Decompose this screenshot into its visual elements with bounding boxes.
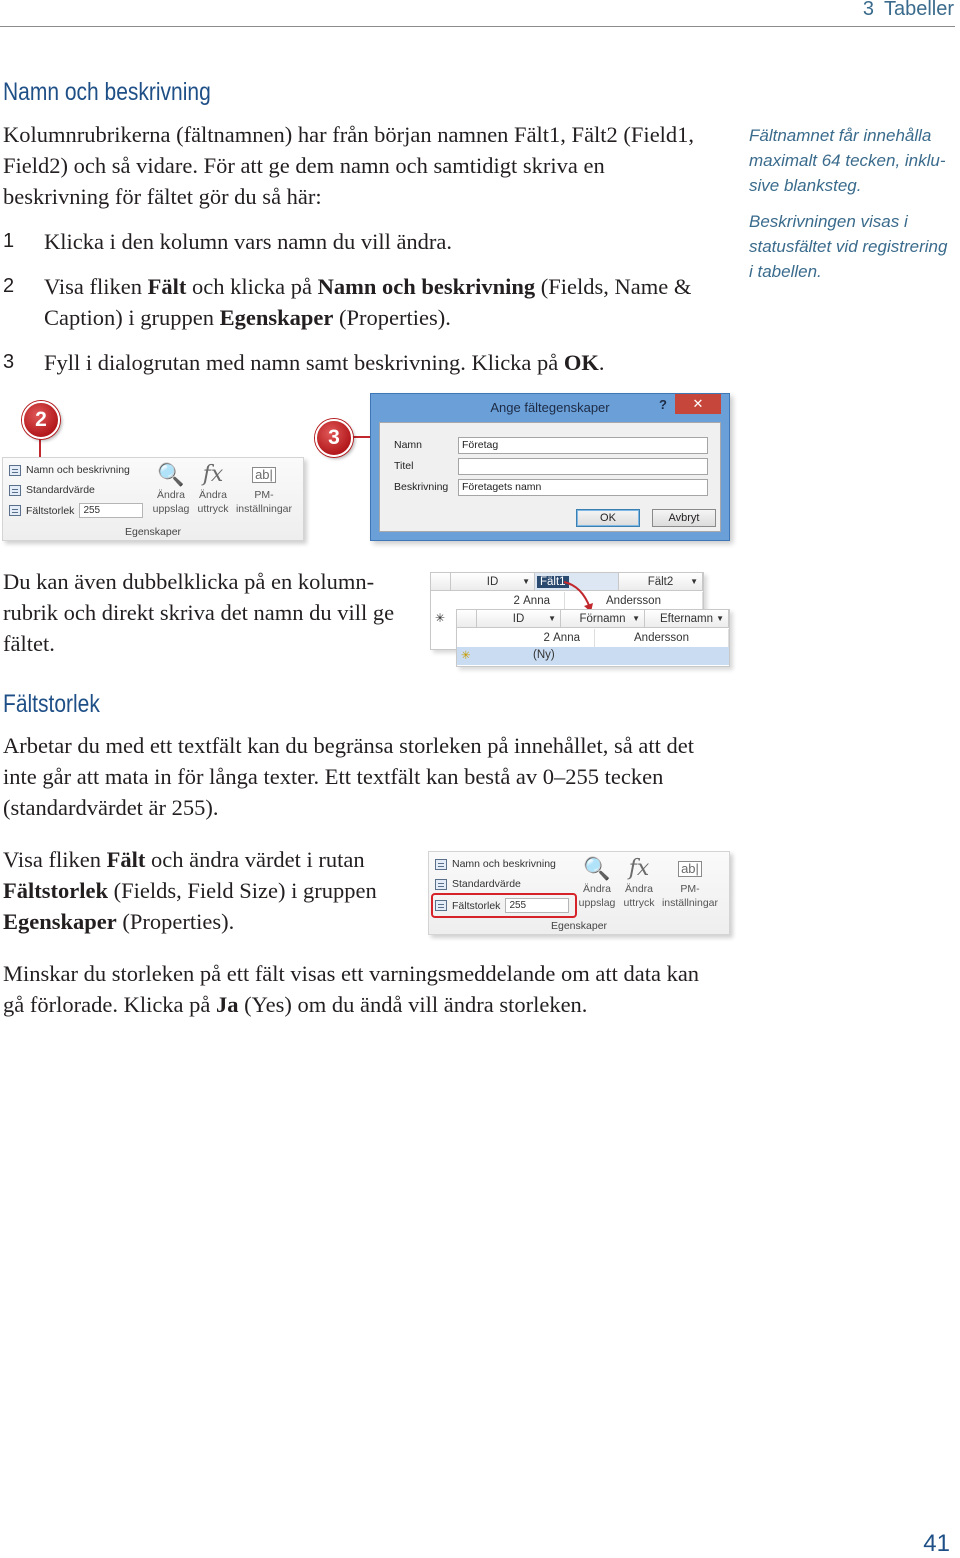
help-button[interactable]: ? bbox=[659, 397, 667, 412]
cell-id[interactable]: 2 Anna bbox=[477, 629, 595, 647]
chapter-number: 3 bbox=[862, 0, 874, 20]
dialog-body bbox=[379, 422, 721, 532]
description-label: Beskrivning bbox=[394, 481, 449, 493]
caption-label: Titel bbox=[394, 460, 414, 472]
field-size-input[interactable]: 255 bbox=[505, 898, 569, 913]
column-header-id[interactable]: ID ▼ bbox=[477, 610, 561, 628]
callout-step-3: 3 bbox=[315, 419, 353, 457]
step-text: Fyll i dialogrutan med namn samt beskrivning. Klicka på OK. bbox=[44, 350, 605, 375]
name-caption-label: Namn och beskrivning bbox=[26, 464, 130, 476]
default-value-button[interactable] bbox=[435, 878, 521, 890]
callout-step-2: 2 bbox=[22, 401, 60, 439]
dialog-title: Ange fältegenskaper bbox=[490, 400, 610, 415]
memo-settings-button[interactable]: ab| PM- inställningar bbox=[661, 861, 719, 909]
ribbon-group-properties bbox=[2, 457, 304, 541]
group-label: Egenskaper bbox=[551, 920, 608, 932]
step-1 bbox=[3, 226, 703, 257]
step-text: Klicka i den kolumn vars namn du vill ändra. bbox=[44, 229, 453, 254]
modify-expression-button[interactable]: fx Ändra uttryck bbox=[619, 856, 659, 910]
row-selector-header bbox=[457, 610, 477, 628]
fx-icon: fx bbox=[202, 462, 224, 487]
cell-lastname[interactable]: Andersson bbox=[595, 629, 729, 647]
field-size-icon bbox=[435, 900, 447, 911]
textbox-icon: ab| bbox=[252, 467, 276, 483]
cell-id[interactable]: 2 Anna bbox=[451, 592, 565, 610]
field-size-label: Fältstorlek bbox=[452, 899, 501, 912]
margin-note-field-name-length: Fältnamnet får innehålla maximalt 64 tecken, inklu-sive blanksteg. bbox=[749, 126, 946, 195]
modify-lookups-button[interactable]: 🔍 Ändra uppslag bbox=[575, 856, 619, 910]
name-caption-button[interactable] bbox=[435, 858, 556, 870]
default-value-label: Standardvärde bbox=[452, 878, 521, 890]
step-3 bbox=[3, 347, 703, 378]
field-size-icon bbox=[9, 505, 21, 516]
default-value-icon bbox=[9, 485, 21, 496]
section-heading-name: Namn och beskrivning bbox=[3, 78, 211, 106]
column-header-field2[interactable]: Fält2 ▼ bbox=[619, 573, 703, 591]
row-selector-header bbox=[431, 573, 451, 591]
ok-button[interactable]: OK bbox=[576, 509, 640, 527]
new-record-row[interactable] bbox=[457, 647, 729, 665]
datasheet-after bbox=[456, 609, 730, 667]
field-size-label: Fältstorlek bbox=[26, 504, 75, 517]
field-size-paragraph: Arbetar du med ett textfält kan du begränsa storleken på innehållet, så att det inte går att mata in för långa texter. Ett textfält kan bestå av 0–255 tecken (standardvärdet är 255). bbox=[3, 733, 694, 820]
caption-input[interactable] bbox=[458, 458, 708, 475]
memo-settings-button[interactable]: ab| PM- inställningar bbox=[235, 467, 293, 515]
page-number: 41 bbox=[923, 1530, 950, 1557]
step-number: 3 bbox=[3, 351, 15, 373]
group-label: Egenskaper bbox=[125, 526, 182, 538]
fx-icon: fx bbox=[628, 856, 650, 881]
field-properties-dialog bbox=[370, 393, 730, 541]
header-rule bbox=[0, 26, 955, 27]
field-size-row bbox=[435, 898, 569, 913]
column-header-id[interactable]: ID ▼ bbox=[451, 573, 535, 591]
dblclick-paragraph: Du kan även dubbelklicka på en kolumn-rubrik och direkt skriva det namn du vill ge fältet. bbox=[3, 569, 395, 656]
step-number: 1 bbox=[3, 230, 15, 252]
new-record-label: (Ny) bbox=[533, 649, 555, 661]
modify-lookups-button[interactable]: 🔍 Ändra uppslag bbox=[149, 462, 193, 516]
field-size-input[interactable]: 255 bbox=[79, 503, 143, 518]
new-record-icon: ✳ bbox=[435, 611, 446, 625]
lookup-magnifier-icon: 🔍 bbox=[157, 462, 185, 487]
name-input[interactable]: Företag bbox=[458, 437, 708, 454]
step-number: 2 bbox=[3, 275, 15, 297]
cancel-button[interactable]: Avbryt bbox=[652, 509, 716, 527]
running-header bbox=[853, 0, 954, 21]
ribbon-group-properties-2 bbox=[428, 851, 730, 935]
step-2 bbox=[3, 271, 703, 333]
name-caption-label: Namn och beskrivning bbox=[452, 858, 556, 870]
name-caption-button[interactable] bbox=[9, 464, 130, 476]
column-header-firstname[interactable]: Förnamn ▼ bbox=[561, 610, 645, 628]
warning-paragraph: Minskar du storleken på ett fält visas ett varningsmeddelande om att data kan gå förlorade. Klicka på Ja (Yes) om du ändå vill ändra storleken. bbox=[3, 961, 700, 1017]
close-button[interactable]: ✕ bbox=[675, 394, 721, 414]
intro-paragraph: Kolumnrubrikerna (fältnamnen) har från början namnen Fält1, Fält2 (Field1, Field2) och så vidare. För att ge dem namn och samtidigt skriva en beskrivning för fältet gör du så här: bbox=[3, 122, 695, 209]
default-value-icon bbox=[435, 879, 447, 890]
name-caption-icon bbox=[435, 859, 447, 870]
lookup-magnifier-icon: 🔍 bbox=[583, 856, 611, 881]
cell-lastname[interactable]: Andersson bbox=[565, 592, 703, 610]
section-heading-field-size: Fältstorlek bbox=[3, 690, 100, 718]
name-caption-icon bbox=[9, 465, 21, 476]
new-record-icon: ✳ bbox=[461, 650, 471, 662]
field-size-row bbox=[9, 503, 143, 518]
field-size-instruction: Visa fliken Fält och ändra värdet i rutan Fältstorlek (Fields, Field Size) i gruppen Egenskaper (Properties). bbox=[3, 847, 377, 934]
column-header-field1[interactable]: Fält1 bbox=[535, 573, 619, 591]
textbox-icon: ab| bbox=[678, 861, 702, 877]
step-text: Visa fliken Fält och klicka på Namn och beskrivning (Fields, Name & Caption) i gruppen Egenskaper (Properties). bbox=[44, 274, 692, 330]
name-label: Namn bbox=[394, 439, 423, 451]
callout-leader-line bbox=[39, 436, 41, 458]
default-value-label: Standardvärde bbox=[26, 484, 95, 496]
modify-expression-button[interactable]: fx Ändra uttryck bbox=[193, 462, 233, 516]
column-header-lastname[interactable]: Efternamn ▼ bbox=[645, 610, 729, 628]
margin-note-description: Beskrivningen visas i statusfältet vid registrering i tabellen. bbox=[749, 212, 948, 281]
description-input[interactable]: Företagets namn bbox=[458, 479, 708, 496]
chapter-title: Tabeller bbox=[883, 0, 954, 20]
default-value-button[interactable] bbox=[9, 484, 95, 496]
